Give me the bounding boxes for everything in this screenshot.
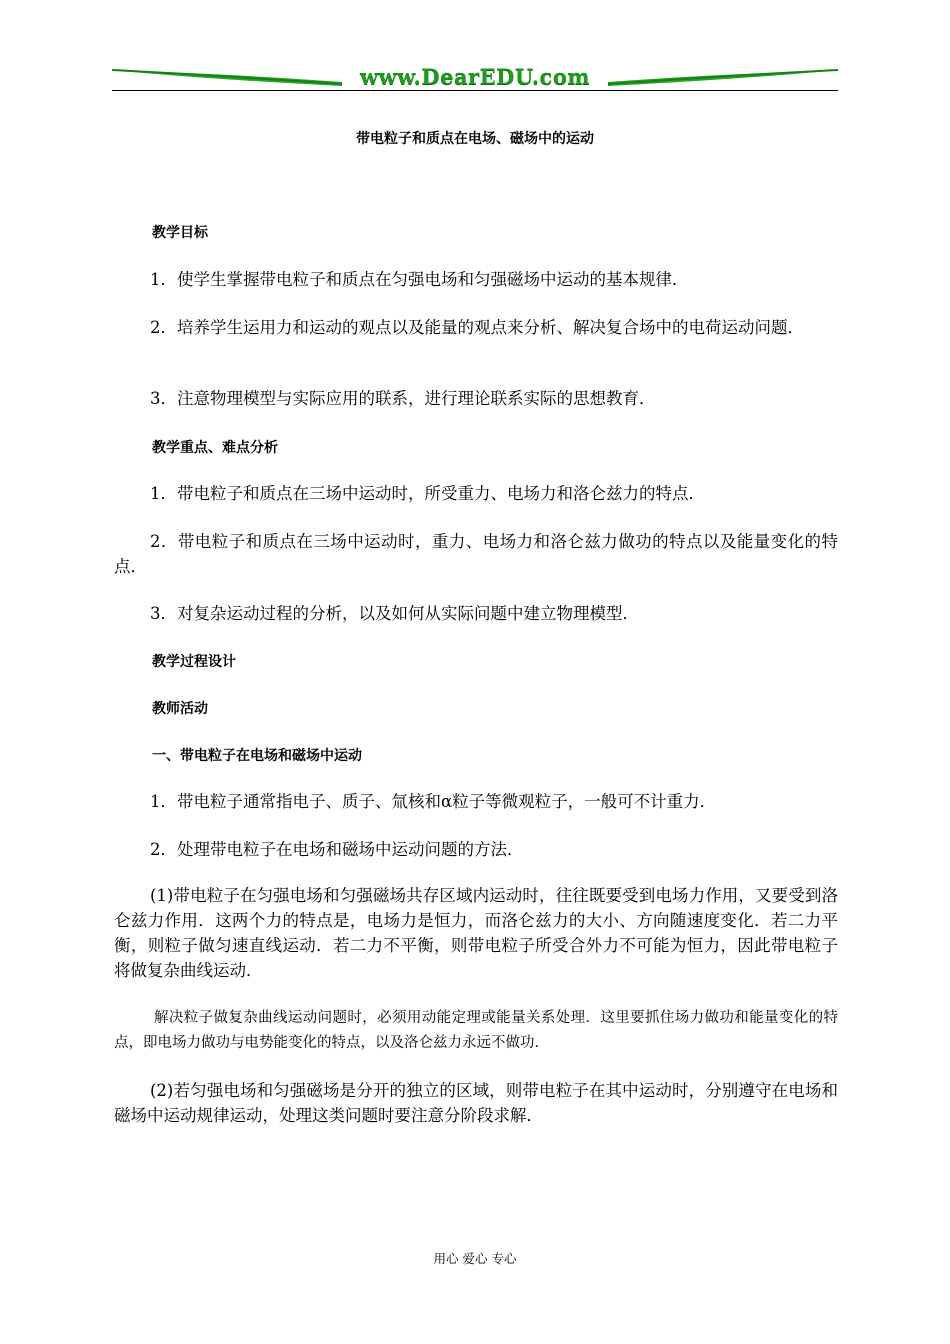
process-heading: 教学过程设计	[152, 654, 236, 670]
goal-1: 1．使学生掌握带电粒子和质点在匀强电场和匀强磁场中运动的基本规律．	[150, 270, 689, 289]
header-divider	[112, 90, 838, 91]
part-1-item-2a: (1)带电粒子在匀强电场和匀强磁场共存区域内运动时，往往既要受到电场力作用，又要受到洛仑兹力作用．这两个力的特点是，电场力是恒力，而洛仑兹力的大小、方向随速度变化．若二力平衡，则粒子做匀速直线运动．若二力不平衡，则带电粒子所受合外力不可能为恒力，因此带电粒子将做复杂曲线运动．	[114, 886, 838, 980]
document-title: 带电粒子和质点在电场、磁场中的运动	[356, 131, 594, 147]
part-1-item-2b: (2)若匀强电场和匀强磁场是分开的独立的区域，则带电粒子在其中运动时，分别遵守在电场和磁场中运动规律运动，处理这类问题时要注意分阶段求解．	[114, 1081, 838, 1125]
site-logo-text: www.DearEDU.com	[359, 64, 591, 89]
goals-heading: 教学目标	[152, 225, 208, 241]
key-points-heading: 教学重点、难点分析	[152, 440, 278, 456]
part-1-item-1: 1．带电粒子通常指电子、质子、氚核和α粒子等微观粒子，一般可不计重力．	[150, 792, 717, 811]
part-1-note: 解决粒子做复杂曲线运动问题时，必须用动能定理或能量关系处理．这里要抓住场力做功和能量变化的特点，即电场力做功与电势能变化的特点，以及洛仑兹力永远不做功．	[114, 1010, 838, 1051]
page-footer: 用心 爱心 专心	[433, 1251, 517, 1266]
key-point-2: 2．带电粒子和质点在三场中运动时，重力、电场力和洛仑兹力做功的特点以及能量变化的特点．	[114, 532, 838, 576]
key-point-3: 3．对复杂运动过程的分析，以及如何从实际问题中建立物理模型．	[150, 604, 639, 623]
part-1-item-2: 2．处理带电粒子在电场和磁场中运动问题的方法．	[150, 840, 524, 859]
part-1-heading: 一、带电粒子在电场和磁场中运动	[152, 748, 362, 764]
key-point-1: 1．带电粒子和质点在三场中运动时，所受重力、电场力和洛仑兹力的特点．	[150, 484, 705, 503]
goal-3: 3．注意物理模型与实际应用的联系，进行理论联系实际的思想教育．	[150, 389, 656, 408]
teacher-activity-heading: 教师活动	[152, 701, 208, 717]
goal-2: 2．培养学生运用力和运动的观点以及能量的观点来分析、解决复合场中的电荷运动问题．	[150, 318, 804, 337]
